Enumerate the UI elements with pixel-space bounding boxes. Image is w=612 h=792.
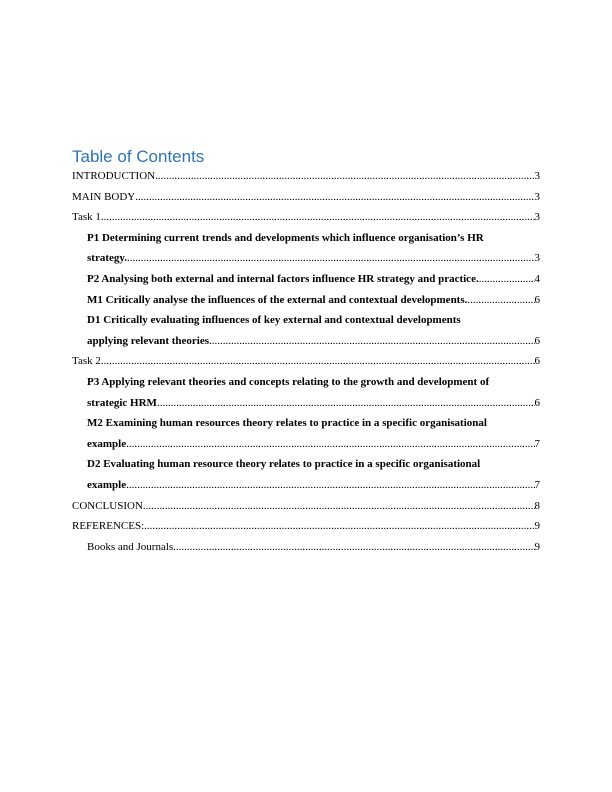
toc-entry-m2[interactable]: [87, 413, 540, 454]
toc-page-number: 6: [534, 396, 540, 409]
toc-entry-text: example: [87, 437, 127, 450]
toc-title: Table of Contents: [72, 147, 205, 166]
toc-page-number: 4: [534, 272, 540, 285]
dot-leader: [126, 434, 534, 455]
toc-entry-m1[interactable]: [87, 290, 540, 311]
toc-entry-task-2[interactable]: [72, 351, 540, 372]
toc-entry-main-body[interactable]: [72, 187, 540, 208]
toc-entry-d1[interactable]: [87, 310, 540, 351]
dot-leader: [127, 248, 534, 269]
dot-leader: [101, 351, 535, 372]
toc-entry-d2[interactable]: [87, 454, 540, 495]
toc-entry-text: M1 Critically analyse the influences of the external and contextual developments.: [87, 293, 468, 306]
toc-entry-text-line1: D2 Evaluating human resource theory relates to practice in a specific organisational: [87, 458, 481, 471]
toc-page-number: 7: [534, 437, 540, 450]
dot-leader: [155, 166, 534, 187]
toc-entry-text: CONCLUSION: [72, 499, 143, 512]
toc-entry-introduction[interactable]: [72, 166, 540, 187]
dot-leader: [479, 269, 535, 290]
toc-page-number: 3: [534, 211, 540, 224]
toc-entry-conclusion[interactable]: [72, 496, 540, 517]
toc-entry-text-line1: P1 Determining current trends and developments which influence organisation’s HR: [87, 231, 484, 244]
toc-entry-text-line1: D1 Critically evaluating influences of key external and contextual developments: [87, 314, 461, 327]
toc-page-number: 9: [534, 540, 540, 553]
toc-entry-text: Task 1: [72, 211, 101, 224]
dot-leader: [209, 331, 534, 352]
toc-entry-text: strategy.: [87, 252, 128, 265]
toc-entry-references[interactable]: [72, 516, 540, 537]
toc-entry-text-line1: M2 Examining human resources theory relates to practice in a specific organisational: [87, 417, 487, 430]
dot-leader: [144, 516, 534, 537]
toc-entry-p1[interactable]: [87, 228, 540, 269]
toc-entry-books-and-journals[interactable]: [87, 537, 540, 558]
toc-entry-text: Task 2: [72, 355, 101, 368]
dot-leader: [467, 290, 534, 311]
toc-entry-text: P2 Analysing both external and internal factors influence HR strategy and practice.: [87, 272, 479, 285]
toc-page-number: 6: [534, 334, 540, 347]
toc-entry-text: INTRODUCTION: [72, 170, 156, 182]
toc-entry-task-1[interactable]: [72, 207, 540, 228]
dot-leader: [135, 187, 534, 208]
toc-page-number: 6: [534, 293, 540, 306]
toc-entry-text: REFERENCES:: [72, 520, 145, 533]
toc-page-number: 8: [534, 499, 540, 512]
toc-page-number: 7: [534, 478, 540, 491]
dot-leader: [143, 496, 535, 517]
dot-leader: [101, 207, 535, 228]
toc-entry-text: example: [87, 478, 127, 491]
toc-entry-text-line1: P3 Applying relevant theories and concepts relating to the growth and development of: [87, 375, 490, 388]
dot-leader: [126, 475, 534, 496]
dot-leader: [173, 537, 534, 558]
dot-leader: [157, 393, 535, 414]
toc-page-number: 9: [534, 520, 540, 533]
toc-entry-p3[interactable]: [87, 372, 540, 413]
toc-entry-text: Books and Journals: [87, 540, 174, 553]
toc-page-number: 3: [534, 170, 540, 182]
toc-entry-text: strategic HRM: [87, 396, 157, 409]
toc-page-number: 3: [534, 252, 540, 265]
toc-entry-text: MAIN BODY: [72, 190, 136, 203]
table-of-contents: [72, 166, 540, 557]
toc-entry-p2[interactable]: [87, 269, 540, 290]
toc-page-number: 6: [534, 355, 540, 368]
toc-page-number: 3: [534, 190, 540, 203]
toc-entry-text: applying relevant theories: [87, 334, 210, 347]
